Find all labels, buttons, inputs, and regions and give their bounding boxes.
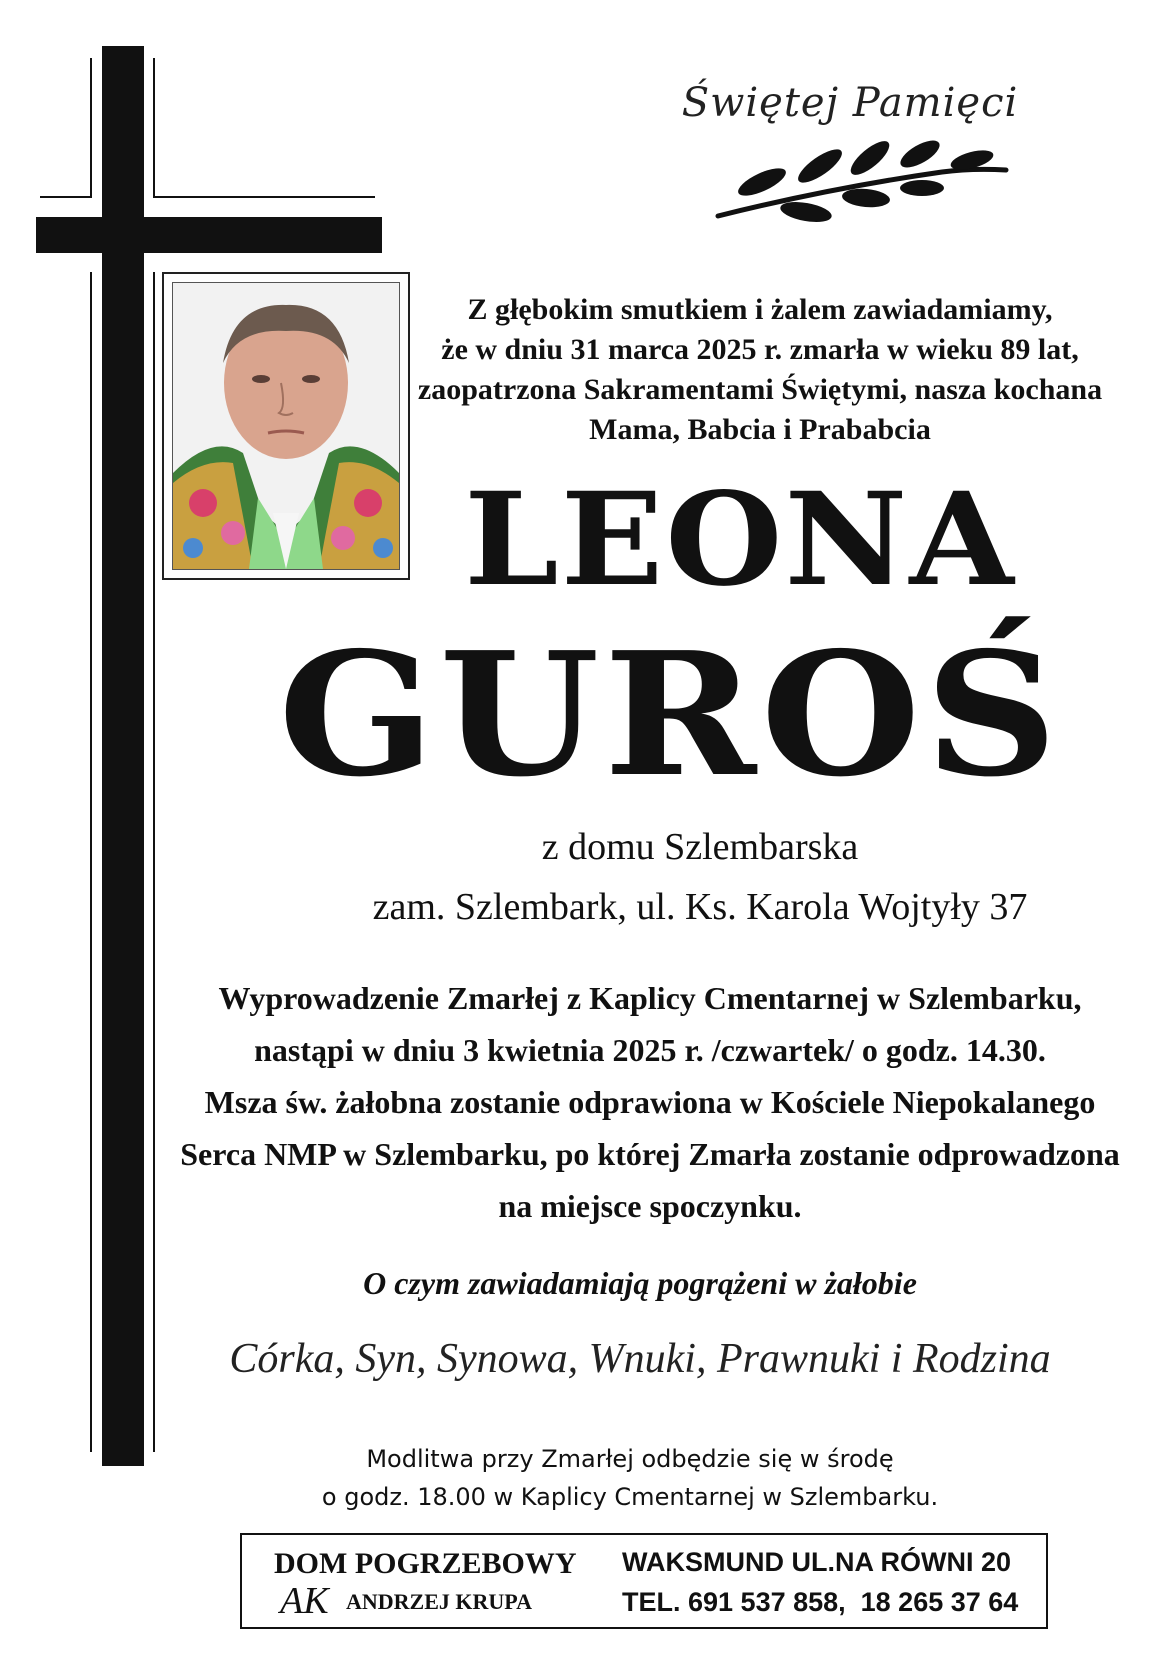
cross-outline-line: [153, 196, 375, 198]
intro-line: Mama, Babcia i Prababcia: [589, 413, 931, 446]
cross-outline-line: [153, 272, 155, 1452]
mourners-heading: O czym zawiadamiają pogrążeni w żałobie: [363, 1265, 917, 1301]
funeral-home-address: WAKSMUND UL.NA RÓWNI 20: [622, 1547, 1011, 1577]
portrait-photo: [173, 283, 399, 569]
intro-line: zaopatrzona Sakramentami Świętymi, nasza kochana: [417, 373, 1103, 406]
maiden-name: z domu Szlembarska: [541, 826, 859, 868]
intro-line: że w dniu 31 marca 2025 r. zmarła w wieku 89 lat,: [441, 333, 1079, 366]
cross-outline-line: [90, 58, 92, 198]
funeral-line: Wyprowadzenie Zmarłej z Kaplicy Cmentarnej w Szlembarku,: [218, 980, 1082, 1016]
portrait-photo-frame: [162, 272, 410, 580]
funeral-home-title: DOM POGRZEBOWY: [274, 1547, 577, 1580]
prayer-line: o godz. 18.00 w Kaplicy Cmentarnej w Szlembarku.: [321, 1483, 939, 1511]
funeral-line: Serca NMP w Szlembarku, po której Zmarła zostanie odprowadzona: [180, 1136, 1120, 1172]
funeral-home-logo: [278, 1575, 350, 1629]
funeral-details: [160, 972, 1140, 1232]
cross-outline-line: [90, 272, 92, 1452]
funeral-home-owner: ANDRZEJ KRUPA: [346, 1589, 532, 1614]
cross-outline-line: [153, 58, 155, 198]
family-members: Córka, Syn, Synowa, Wnuki, Prawnuki i Rodzina: [229, 1336, 1051, 1382]
intro-line: Z głębokim smutkiem i żalem zawiadamiamy,: [467, 293, 1053, 326]
logo-text: AK: [280, 1580, 329, 1622]
announcement-intro: [400, 290, 1120, 450]
deceased-first-name: LEONA: [464, 465, 1016, 615]
prayer-line: Modlitwa przy Zmarłej odbędzie się w środę: [366, 1445, 894, 1473]
header-title: Świętej Pamięci: [681, 80, 1019, 126]
funeral-home-box: [240, 1533, 1048, 1629]
prayer-notice: [250, 1440, 1010, 1516]
cross-horizontal-bar: [36, 217, 382, 253]
funeral-home-phone: TEL. 691 537 858, 18 265 37 64: [622, 1587, 1019, 1617]
cross-vertical-bar: [102, 46, 144, 1466]
funeral-line: Msza św. żałobna zostanie odprawiona w Kościele Niepokalanego: [204, 1084, 1096, 1120]
funeral-line: nastąpi w dniu 3 kwietnia 2025 r. /czwartek/ o godz. 14.30.: [254, 1032, 1046, 1068]
deceased-last-name: GUROŚ: [278, 615, 1062, 815]
funeral-line: na miejsce spoczynku.: [498, 1188, 802, 1224]
cross-outline-line: [40, 196, 92, 198]
laurel-branch-icon: [710, 138, 1010, 228]
residence-address: zam. Szlembark, ul. Ks. Karola Wojtyły 37: [372, 886, 1028, 928]
